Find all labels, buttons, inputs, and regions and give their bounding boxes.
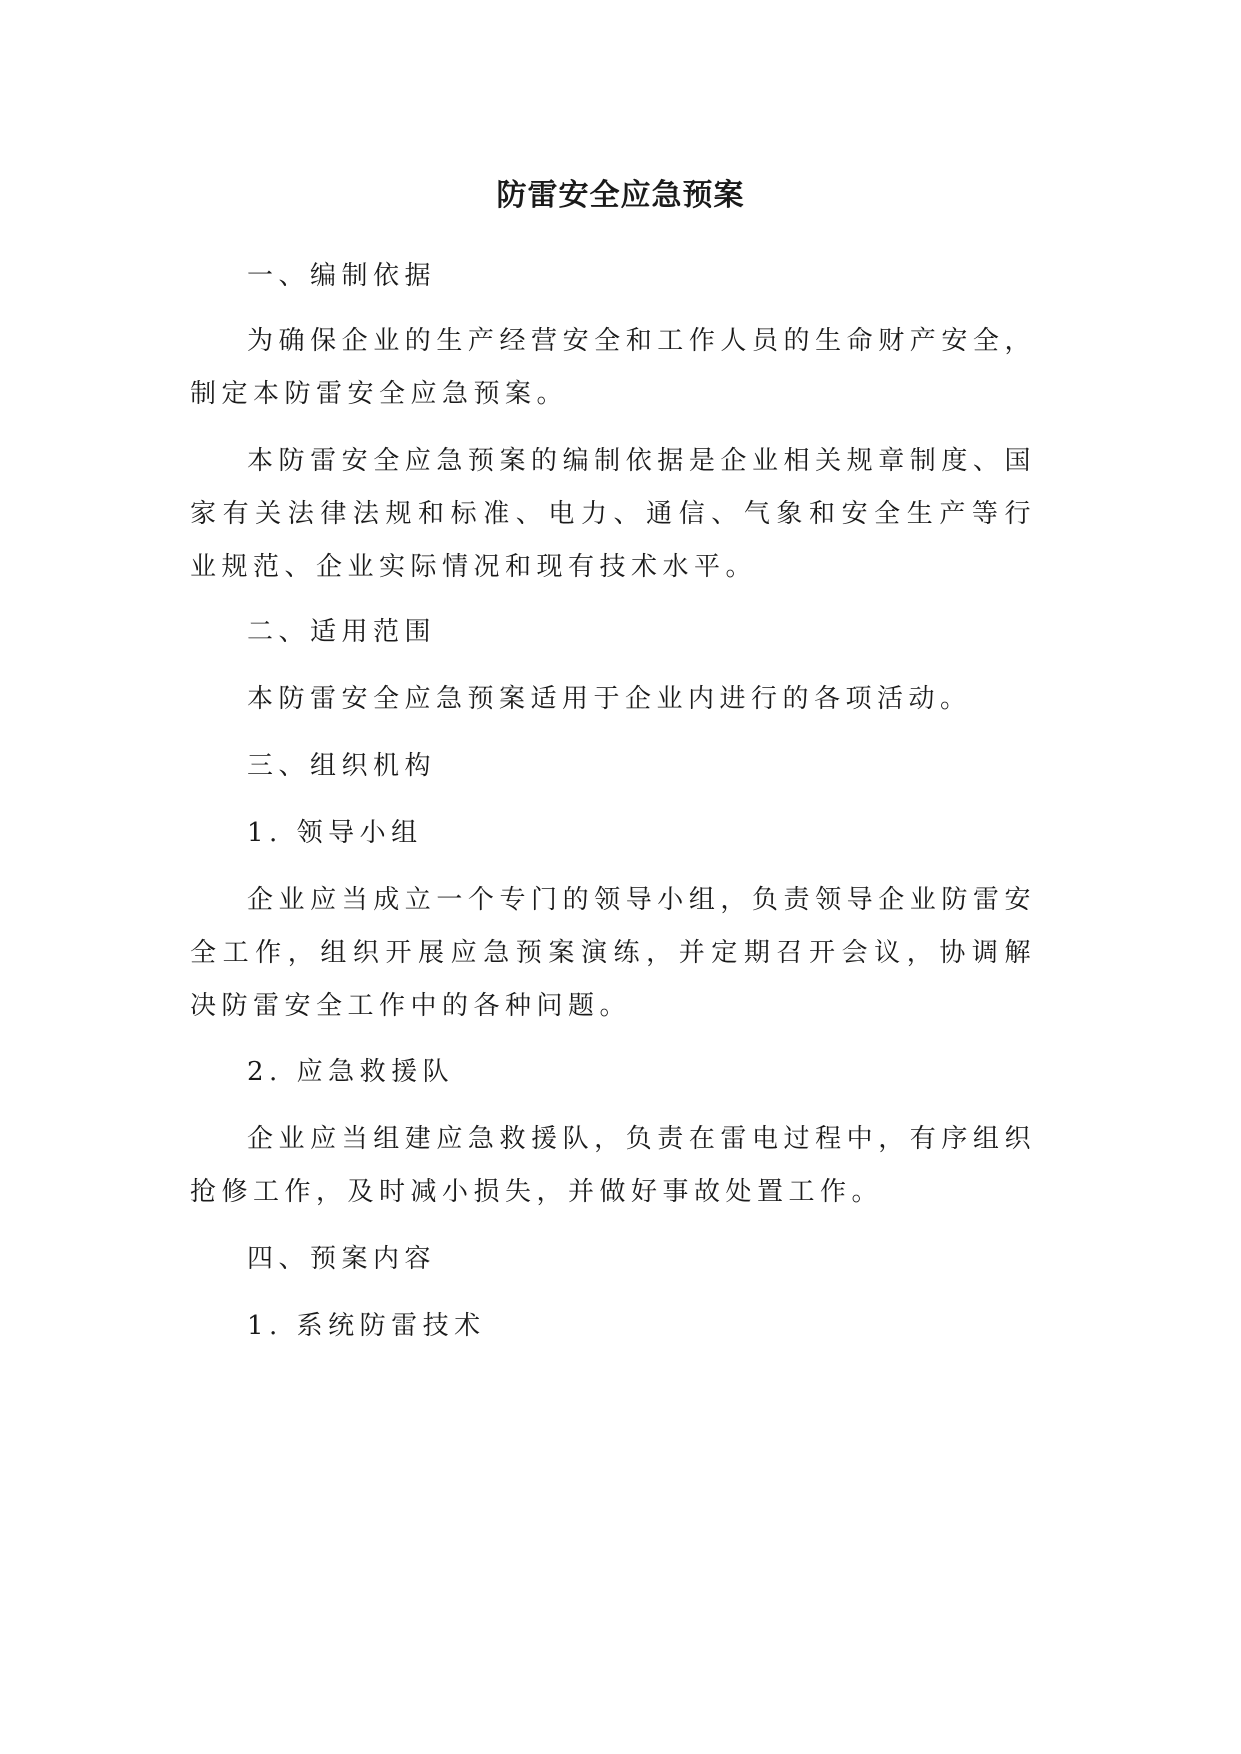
- paragraph-rescue-team: 企业应当组建应急救援队，负责在雷电过程中，有序组织抢修工作，及时减小损失，并做好事故处置工作。: [190, 1124, 1036, 1207]
- section-heading-organization: 三、组织机构: [247, 751, 437, 781]
- paragraph-purpose: 为确保企业的生产经营安全和工作人员的生命财产安全，制定本防雷安全应急预案。: [190, 326, 1036, 409]
- section-heading-scope: 二、适用范围: [247, 617, 437, 647]
- subheading-lightning-protection: 1. 系统防雷技术: [247, 1311, 486, 1341]
- paragraph-scope: 本防雷安全应急预案适用于企业内进行的各项活动。: [247, 684, 972, 714]
- document-title: 防雷安全应急预案: [496, 178, 745, 213]
- section-heading-basis: 一、编制依据: [247, 261, 437, 291]
- paragraph-basis: 本防雷安全应急预案的编制依据是企业相关规章制度、国家有关法律法规和标准、电力、通信、气象和安全生产等行业规范、企业实际情况和现有技术水平。: [190, 446, 1036, 582]
- paragraph-leadership-group: 企业应当成立一个专门的领导小组，负责领导企业防雷安全工作，组织开展应急预案演练，并定期召开会议，协调解决防雷安全工作中的各种问题。: [190, 885, 1036, 1021]
- section-heading-plan-content: 四、预案内容: [247, 1244, 437, 1274]
- subheading-rescue-team: 2. 应急救援队: [247, 1057, 455, 1087]
- subheading-leadership-group: 1. 领导小组: [247, 818, 423, 848]
